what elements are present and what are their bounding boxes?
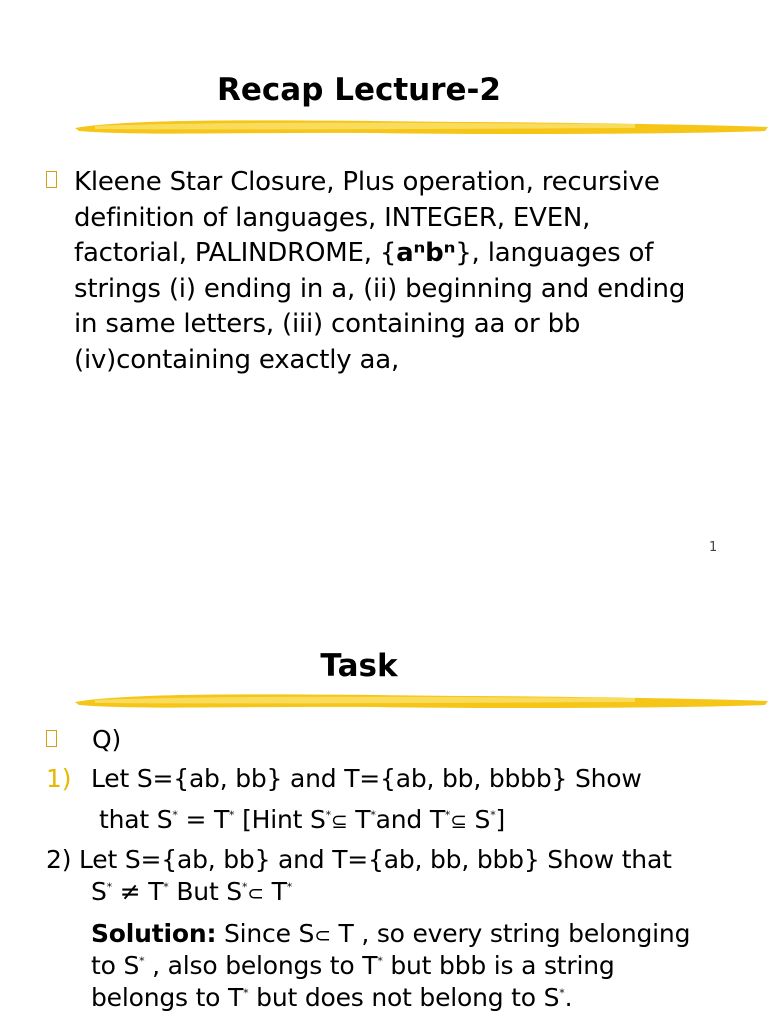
brush-underline-1	[75, 116, 768, 138]
solution-label: Solution:	[91, 919, 217, 948]
recap-line: factorial, PALINDROME, {aⁿbⁿ}, languages of	[74, 238, 654, 268]
slide-1-title: Recap Lecture-2	[217, 72, 501, 108]
item-1-line-2: that S* = T* [Hint S*⊆ T*and T*⊆ S*]	[99, 805, 506, 834]
page-number: 1	[709, 540, 718, 555]
recap-line: in same letters, (iii) containing aa or bb	[74, 309, 581, 339]
bullet-box-icon	[46, 730, 57, 747]
recap-paragraph	[74, 165, 754, 378]
bullet-box-icon	[46, 171, 57, 188]
solution-line-3: belongs to T* but does not belong to S*.	[91, 983, 573, 1012]
slide-2	[0, 585, 768, 1024]
item-2-line-1: 2) Let S={ab, bb} and T={ab, bb, bbb} Show that	[46, 845, 672, 874]
recap-line: (iv)containing exactly aa,	[74, 344, 400, 375]
item-1-line-1: Let S={ab, bb} and T={ab, bb, bbbb} Show	[91, 764, 642, 793]
recap-line: Kleene Star Closure, Plus operation, recursive	[74, 167, 660, 197]
slide-2-title: Task	[320, 648, 398, 684]
item-2-line-2: S* ≠ T* But S*⊂ T*	[91, 877, 292, 906]
recap-line: strings (i) ending in a, (ii) beginning and ending	[74, 273, 686, 304]
solution-line-2: to S* , also belongs to T* but bbb is a string	[91, 951, 615, 980]
solution-line-1: Solution: Since S⊂ T , so every string belonging	[91, 919, 691, 948]
question-label: Q)	[92, 725, 122, 754]
recap-line: definition of languages, INTEGER, EVEN,	[74, 202, 591, 233]
brush-underline-2	[75, 690, 768, 712]
item-1-number: 1)	[46, 764, 72, 793]
